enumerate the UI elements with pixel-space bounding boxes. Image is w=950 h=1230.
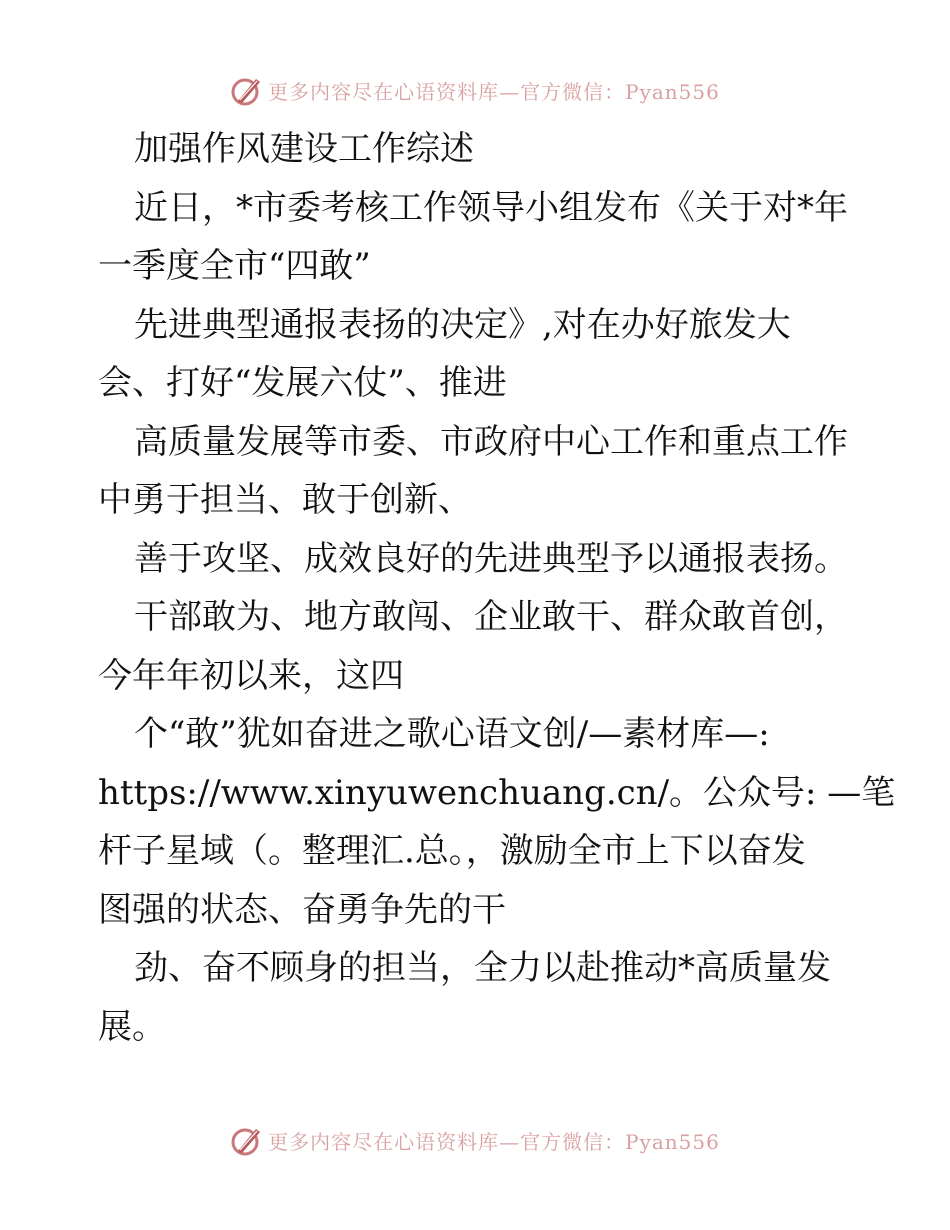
watermark-text: 更多内容尽在心语资料库—官方微信：Pyan556 <box>268 79 720 104</box>
document-line: https://www.xinyuwenchuang.cn/。公众号: —笔 <box>98 772 896 813</box>
document-line: 会、打好“发展六仗”、推进 <box>98 363 507 403</box>
document-line: 个“敢”犹如奋进之歌心语文创/—素材库—: <box>134 714 770 754</box>
document-line: 先进典型通报表扬的决定》,对在办好旅发大 <box>134 304 791 345</box>
watermark-banner-top <box>0 70 950 110</box>
watermark-banner-bottom <box>0 1120 950 1160</box>
document-line: 善于攻坚、成效良好的先进典型予以通报表扬。 <box>134 538 848 579</box>
document-line: 展。 <box>98 1006 166 1047</box>
quill-pen-circle-icon <box>230 1123 264 1157</box>
document-line: 高质量发展等市委、市政府中心工作和重点工作 <box>134 421 848 462</box>
document-line: 干部敢为、地方敢闯、企业敢干、群众敢首创， <box>134 597 848 637</box>
document-line: 今年年初以来，这四 <box>98 655 404 696</box>
document-line: 劲、奋不顾身的担当，全力以赴推动*高质量发 <box>134 948 831 988</box>
document-line: 近日，*市委考核工作领导小组发布《关于对*年 <box>134 187 848 228</box>
document-line: 图强的状态、奋勇争先的干 <box>98 889 506 930</box>
document-line: 杆子星域（。整理汇.总。，激励全市上下以奋发 <box>98 831 806 871</box>
document-line: 中勇于担当、敢于创新、 <box>98 480 472 520</box>
document-body <box>98 120 896 1056</box>
quill-pen-circle-icon <box>230 73 264 107</box>
watermark-text: 更多内容尽在心语资料库—官方微信：Pyan556 <box>268 1129 720 1154</box>
document-line: 加强作风建设工作综述 <box>134 129 474 169</box>
document-line: 一季度全市“四敢” <box>98 246 371 286</box>
